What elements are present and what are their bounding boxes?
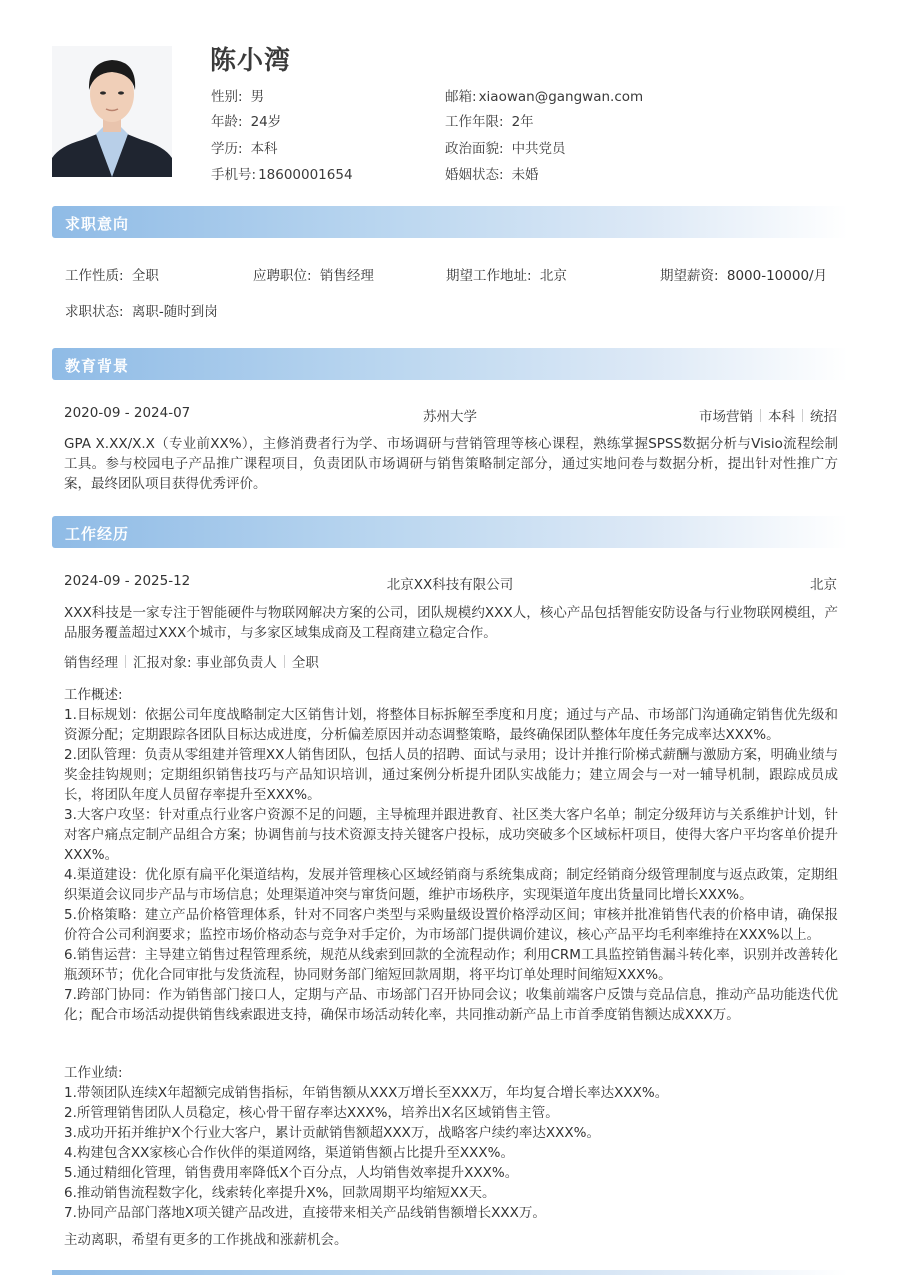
education-level-field [211,137,278,157]
email-label: 邮箱: [445,89,477,105]
job-type-label: 工作性质: [65,268,124,284]
divider [284,655,285,668]
work-years-field [445,110,534,130]
position-label: 应聘职位: [253,268,312,284]
marital-status-value: 未婚 [511,167,539,183]
political-status-label: 政治面貌: [445,141,504,157]
work-location-field [446,264,567,284]
job-type-value: 全职 [131,268,159,284]
phone-label: 手机号: [211,167,257,183]
candidate-name: 陈小湾 [210,46,292,76]
marital-status-field [445,163,539,183]
work-overview [64,685,838,1025]
report-to-tag: 汇报对象: 事业部负责人 [133,655,277,671]
major-tag: 市场营销 [699,409,753,425]
overview-item: 5.价格策略：建立产品价格管理体系，针对不同客户类型与采购量级设置价格浮动区间；审核并批准销售代表的价格申请，确保报价符合公司利润要求；监控市场价格动态与竞争对手定价，为市场部门提供调价建议，核心产品平均毛利率维持在XXX%以上。 [64,907,838,943]
employment-type-tag: 全职 [291,655,319,671]
age-value: 24岁 [250,114,282,130]
resume-header [0,0,900,200]
overview-item: 1.目标规划：依据公司年度战略制定大区销售计划，将整体目标拆解至季度和月度；通过与产品、市场部门沟通确定销售优先级和资源分配；定期跟踪各团队目标达成进度，分析偏差原因并动态调整策略，最终确保团队整体年度任务完成率达XXX%。 [64,707,838,743]
enrollment-tag: 统招 [810,409,837,425]
education-description: GPA X.XX/X.X（专业前XX%），主修消费者行为学、市场调研与营销管理等核心课程，熟练掌握SPSS数据分析与Visio流程绘制工具。参与校园电子产品推广课程项目，负责团队市场调研与销售策略制定部分，通过实地问卷与数据分析，提出针对性推广方案，最终团队项目获得优秀评价。 [64,436,838,492]
achievement-item: 2.所管理销售团队人员稳定，核心骨干留存率达XXX%，培养出X名区域销售主管。 [64,1105,559,1121]
gender-label: 性别: [211,89,243,105]
divider [125,655,126,668]
achievement-item: 4.构建包含XX家核心合作伙伴的渠道网络，渠道销售额占比提升至XXX%。 [64,1145,514,1161]
section-title: 求职意向 [65,215,130,233]
section-title: 工作经历 [65,525,130,543]
section-header-education [52,348,848,380]
company-name: 北京XX科技有限公司 [386,577,514,593]
overview-item: 4.渠道建设：优化原有扁平化渠道结构，发展并管理核心区域经销商与系统集成商；制定经销商分级管理制度与返点政策，定期组织渠道会议同步产品与市场信息；处理渠道冲突与窜货问题，维护市场秩序，实现渠道年度出货量同比增长XXX%。 [64,867,838,903]
gender-value: 男 [250,89,265,105]
marital-status-label: 婚姻状态: [445,167,504,183]
age-label: 年龄: [211,114,243,130]
role-tag: 销售经理 [64,655,118,671]
divider [760,409,761,422]
education-level-label: 学历: [211,141,243,157]
achievement-item: 6.推动销售流程数字化，线索转化率提升X%，回款周期平均缩短XX天。 [64,1185,496,1201]
school-name: 苏州大学 [423,409,477,425]
job-type-field [65,264,159,284]
work-period: 2024-09 - 2025-12 [64,573,191,589]
political-status-field [445,137,566,157]
section-title: 教育背景 [65,357,130,375]
education-period: 2020-09 - 2024-07 [64,405,191,421]
education-tags [600,405,837,425]
company-intro: XXX科技是一家专注于智能硬件与物联网解决方案的公司，团队规模约XXX人，核心产品包括智能安防设备与行业物联网模组，产品服务覆盖超过XXX个城市，与多家区域集成商及工程商建立稳定合作。 [64,605,838,641]
gender-field [211,85,264,105]
overview-item: 6.销售运营：主导建立销售过程管理系统，规范从线索到回款的全流程动作；利用CRM工具监控销售漏斗转化率，识别并改善转化瓶颈环节；优化合同审批与发货流程，协同财务部门缩短回款周期，将平均订单处理时间缩短XXX%。 [64,947,838,983]
work-location: 北京 [810,577,837,593]
salary-field [660,264,827,284]
overview-item: 7.跨部门协同：作为销售部门接口人，定期与产品、市场部门召开协同会议；收集前端客户反馈与竞品信息，推动产品功能迭代优化；配合市场活动提供销售线索跟进支持，确保市场活动转化率，共同推动新产品上市首季度销售额达成XXX万。 [64,987,838,1023]
job-status-value: 离职-随时到岗 [131,304,218,320]
education-level-value: 本科 [250,141,278,157]
achievements-title: 工作业绩: [64,1065,123,1081]
achievement-item: 1.带领团队连续X年超额完成销售指标，年销售额从XXX万增长至XXX万，年均复合增长率达XXX%。 [64,1085,669,1101]
work-years-label: 工作年限: [445,114,504,130]
work-location-label: 期望工作地址: [446,268,532,284]
divider [802,409,803,422]
phone-field [211,163,353,183]
age-field [211,110,281,130]
achievement-item: 5.通过精细化管理，销售费用率降低X个百分点，人均销售效率提升XXX%。 [64,1165,519,1181]
section-header-work [52,516,848,548]
work-achievements [64,1063,838,1223]
job-status-label: 求职状态: [65,304,124,320]
phone-value: 18600001654 [258,167,353,183]
avatar [52,46,172,177]
portrait-photo-icon [52,46,172,177]
achievement-item: 7.协同产品部门落地X项关键产品改进，直接带来相关产品线销售额增长XXX万。 [64,1205,546,1221]
position-value: 销售经理 [319,268,374,284]
job-status-field [65,300,218,320]
salary-label: 期望薪资: [660,268,719,284]
email-field [445,85,643,105]
next-section-header-partial [52,1270,848,1275]
salary-value: 8000-10000/月 [726,268,828,284]
overview-title: 工作概述: [64,687,123,703]
email-value[interactable]: xiaowan@gangwan.com [478,89,644,105]
overview-item: 3.大客户攻坚：针对重点行业客户资源不足的问题，主导梳理并跟进教育、社区类大客户名单；制定分级拜访与关系维护计划，针对客户痛点定制产品组合方案；协调售前与技术资源支持关键客户投标，成功突破多个区域标杆项目，使得大客户平均客单价提升XXX%。 [64,807,838,863]
leave-reason: 主动离职，希望有更多的工作挑战和涨薪机会。 [64,1232,348,1248]
work-years-value: 2年 [511,114,534,130]
degree-tag: 本科 [768,409,795,425]
position-field [253,264,374,284]
achievement-item: 3.成功开拓并维护X个行业大客户，累计贡献销售额超XXX万，战略客户续约率达XXX%。 [64,1125,600,1141]
overview-item: 2.团队管理：负责从零组建并管理XX人销售团队，包括人员的招聘、面试与录用；设计并推行阶梯式薪酬与激励方案，明确业绩与奖金挂钩规则；定期组织销售技巧与产品知识培训，通过案例分析提升团队实战能力；建立周会与一对一辅导机制，跟踪成员成长，将团队年度人员留存率提升至XXX%。 [64,747,838,803]
political-status-value: 中共党员 [511,141,566,157]
work-tags [64,651,319,671]
work-location-value: 北京 [539,268,567,284]
section-header-job-intent [52,206,848,238]
